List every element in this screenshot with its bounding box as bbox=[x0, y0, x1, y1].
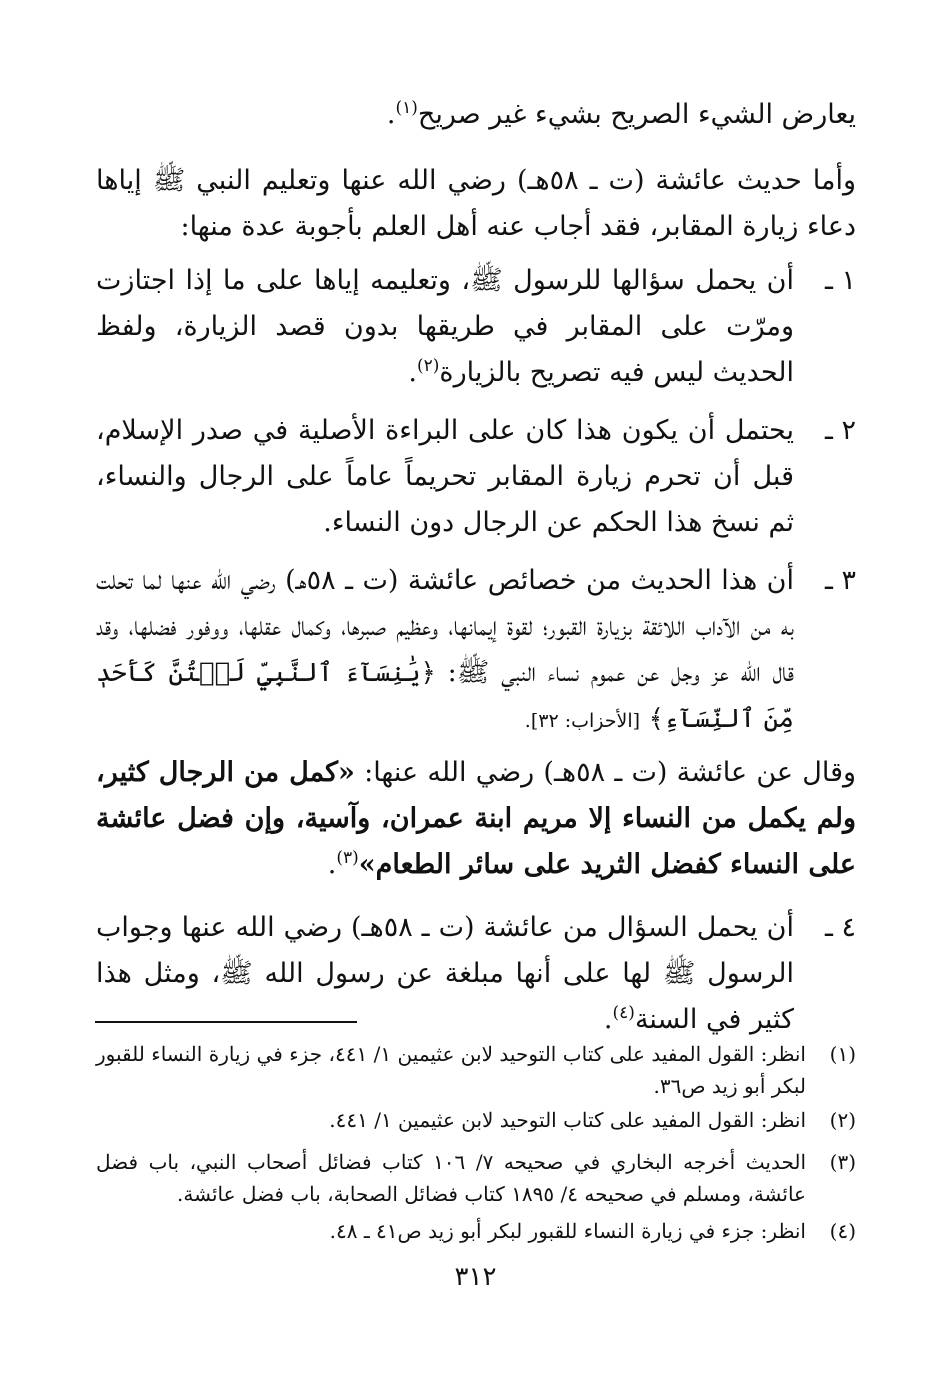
footnote-text: انظر: القول المفيد على كتاب التوحيد لابن عثيمين ١/ ٤٤١، جزء في زيارة النساء للقبور لبكر أبو زيد ص٣٦. bbox=[96, 1042, 806, 1098]
footnote-number: (١) bbox=[829, 1042, 856, 1066]
hadith-end: . bbox=[327, 849, 337, 880]
answer-item-3 bbox=[96, 558, 856, 744]
footnote-3 bbox=[96, 1146, 856, 1210]
answer-text: أن يحمل السؤال من عائشة (ت ـ ٥٨هـ) رضي الله عنها وجواب الرسول ﷺ لها على أنها مبلغة عن رسول الله ﷺ، ومثل هذا كثير في السنة bbox=[96, 912, 794, 1035]
answer-end: . bbox=[603, 1004, 613, 1035]
footnote-ref-2: (٢) bbox=[417, 356, 440, 376]
answer-number: ١ ـ bbox=[824, 265, 856, 296]
footnote-number: (٢) bbox=[829, 1108, 856, 1132]
footnote-ref-3: (٣) bbox=[336, 848, 359, 868]
footnote-ref-4: (٤) bbox=[612, 1003, 635, 1023]
paragraph-1-end: . bbox=[386, 99, 396, 130]
footnote-2 bbox=[96, 1104, 856, 1136]
answer-text: أن يحمل سؤالها للرسول ﷺ، وتعليمه إياها على ما إذا اجتازت ومرّت على المقابر في طريقها بدون قصد الزيارة، ولفظ الحديث ليس فيه تصريح بالزيارة bbox=[96, 265, 794, 388]
footnote-1 bbox=[96, 1038, 856, 1102]
answer-item-2 bbox=[96, 408, 856, 546]
footnote-text: انظر: القول المفيد على كتاب التوحيد لابن عثيمين ١/ ٤٤١. bbox=[329, 1108, 806, 1132]
answer-number: ٣ ـ bbox=[824, 565, 856, 596]
quran-verse: ﴿يَٰنِسَآءَ ٱلنَّبِيِّ لَسۡتُنَّ كَأَحَدٖ مِّنَ ٱلنِّسَآءِ﴾ bbox=[96, 658, 794, 734]
answer-text: أن هذا الحديث من خصائص عائشة (ت ـ ٥٨هـ) رضي الله عنها لما تحلت به من الآداب اللائقة بزيارة القبور؛ لقوة إيمانها، وعظيم صبرها، وكمال عقلها، ووفور فضلها، وقد قال الله عز وجل عن عموم نساء النبي ﷺ: bbox=[96, 565, 794, 688]
footnote-number: (٤) bbox=[829, 1219, 856, 1243]
answer-number: ٤ ـ bbox=[824, 912, 856, 943]
quran-reference: [الأحزاب: ٣٢]. bbox=[524, 710, 641, 732]
footnote-number: (٣) bbox=[829, 1150, 856, 1174]
hadith-intro: وقال عن عائشة (ت ـ ٥٨هـ) رضي الله عنها: bbox=[364, 757, 857, 788]
answer-item-1 bbox=[96, 258, 856, 396]
paragraph-1-text: يعارض الشيء الصريح بشيء غير صريح bbox=[417, 99, 856, 130]
footnote-text: انظر: جزء في زيارة النساء للقبور لبكر أبو زيد ص٤١ ـ ٤٨. bbox=[329, 1219, 806, 1243]
answer-end: . bbox=[408, 357, 417, 388]
hadith-quote: «كمل من الرجال كثير، ولم يكمل من النساء إلا مريم ابنة عمران، وآسية، وإن فضل عائشة على النساء كفضل الثريد على سائر الطعام» bbox=[96, 757, 856, 880]
answer-number: ٢ ـ bbox=[824, 415, 856, 446]
paragraph-2-text: وأما حديث عائشة (ت ـ ٥٨هـ) رضي الله عنها وتعليم النبي ﷺ إياها دعاء زيارة المقابر، فقد أجاب عنه أهل العلم بأجوبة عدة منها: bbox=[96, 165, 856, 242]
footnote-4 bbox=[96, 1215, 856, 1247]
answer-text: يحتمل أن يكون هذا كان على البراءة الأصلية في صدر الإسلام، قبل أن تحرم زيارة المقابر تحريماً عاماً على الرجال والنساء، ثم نسخ هذا الحكم عن الرجال دون النساء. bbox=[96, 415, 794, 538]
footnote-divider bbox=[95, 1021, 357, 1023]
paragraph-2 bbox=[96, 158, 856, 250]
page-number: ٣١٢ bbox=[454, 1262, 497, 1292]
footnote-text: الحديث أخرجه البخاري في صحيحه ٧/ ١٠٦ كتاب فضائل أصحاب النبي، باب فضل عائشة، ومسلم في صحيحه ٤/ ١٨٩٥ كتاب فضائل الصحابة، باب فضل عائشة. bbox=[96, 1150, 806, 1206]
hadith-paragraph bbox=[96, 750, 856, 888]
paragraph-1 bbox=[96, 92, 856, 138]
footnote-ref-1: (١) bbox=[395, 98, 418, 118]
